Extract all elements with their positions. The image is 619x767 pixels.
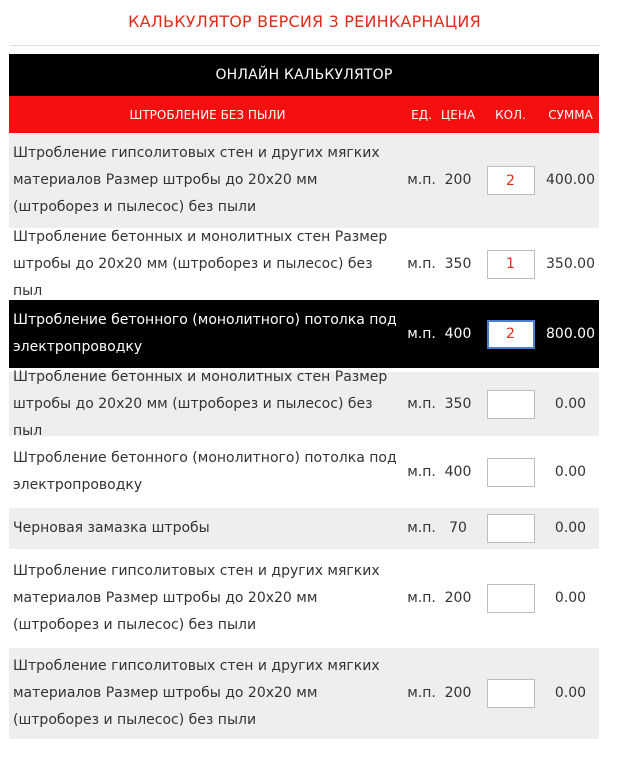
row-name: Черновая замазка штробы <box>13 520 210 536</box>
row-sum: 0.00 <box>554 685 587 701</box>
row-name: Штробление бетонного (монолитного) потолка под электропроводку <box>13 312 397 355</box>
quantity-input[interactable] <box>487 458 535 487</box>
row-name: Штробление гипсолитовых стен и других мягких материалов Размер штробы до 20х20 мм (штроборез и пылесос) без пыли <box>13 145 380 215</box>
quantity-input[interactable] <box>487 320 535 349</box>
row-price: 400 <box>444 325 472 342</box>
row-name: Штробление бетонных и монолитных стен Размер штробы до 20х20 мм (штроборез и пылесос) без пыл <box>13 368 388 439</box>
row-unit: м.п. <box>407 520 436 536</box>
row-unit: м.п. <box>407 255 436 272</box>
quantity-input[interactable] <box>487 250 535 279</box>
quantity-input[interactable] <box>487 514 535 543</box>
column-header-unit: ЕД. <box>411 107 432 122</box>
row-sum: 0.00 <box>554 590 587 606</box>
calculator <box>9 54 599 767</box>
table-row <box>9 440 599 504</box>
column-header-qty: КОЛ. <box>495 107 526 122</box>
quantity-input[interactable] <box>487 390 535 419</box>
quantity-input[interactable] <box>487 679 535 708</box>
row-unit: м.п. <box>407 172 436 188</box>
quantity-input[interactable] <box>487 166 535 195</box>
table-row <box>9 553 599 644</box>
row-name: Штробление гипсолитовых стен и других мягких материалов Размер штробы до 20х20 мм (штроборез и пылесос) без пыли <box>13 563 380 633</box>
row-sum: 400.00 <box>546 172 595 188</box>
table-row <box>9 368 599 439</box>
row-price: 200 <box>444 590 472 606</box>
row-unit: м.п. <box>407 395 436 412</box>
row-price: 400 <box>444 463 472 480</box>
row-price: 350 <box>444 395 472 412</box>
quantity-input[interactable] <box>487 584 535 613</box>
table-row-selected <box>9 300 599 368</box>
title-divider <box>10 45 599 46</box>
row-unit: м.п. <box>407 590 436 606</box>
row-price: 70 <box>449 520 467 536</box>
row-unit: м.п. <box>407 685 436 701</box>
row-name: Штробление бетонных и монолитных стен Размер штробы до 20х20 мм (штроборез и пылесос) без пыл <box>13 228 388 299</box>
row-sum: 0.00 <box>554 520 587 536</box>
row-price: 200 <box>444 685 472 701</box>
table-row <box>9 648 599 739</box>
row-sum: 800.00 <box>546 325 595 342</box>
row-sum: 350.00 <box>546 255 595 272</box>
column-header-row <box>9 96 599 133</box>
row-unit: м.п. <box>407 463 436 480</box>
row-name: Штробление бетонного (монолитного) потолка под электропроводку <box>13 450 397 493</box>
row-unit: м.п. <box>407 325 436 342</box>
table-row-partial <box>9 743 599 763</box>
calculator-heading: ОНЛАЙН КАЛЬКУЛЯТОР <box>9 54 599 96</box>
table-row <box>9 228 599 299</box>
column-header-sum: СУММА <box>548 107 593 122</box>
page-title: КАЛЬКУЛЯТОР ВЕРСИЯ 3 РЕИНКАРНАЦИЯ <box>128 12 481 31</box>
column-header-price: ЦЕНА <box>440 107 476 122</box>
row-price: 200 <box>444 172 472 188</box>
table-row <box>9 133 599 228</box>
row-sum: 0.00 <box>554 395 587 412</box>
row-name: Штробление гипсолитовых стен и других мягких материалов Размер штробы до 20х20 мм (штроборез и пылесос) без пыли <box>13 658 380 728</box>
row-sum: 0.00 <box>554 463 587 480</box>
table-row <box>9 508 599 549</box>
column-header-name: ШТРОБЛЕНИЕ БЕЗ ПЫЛИ <box>129 107 286 122</box>
row-price: 350 <box>444 255 472 272</box>
